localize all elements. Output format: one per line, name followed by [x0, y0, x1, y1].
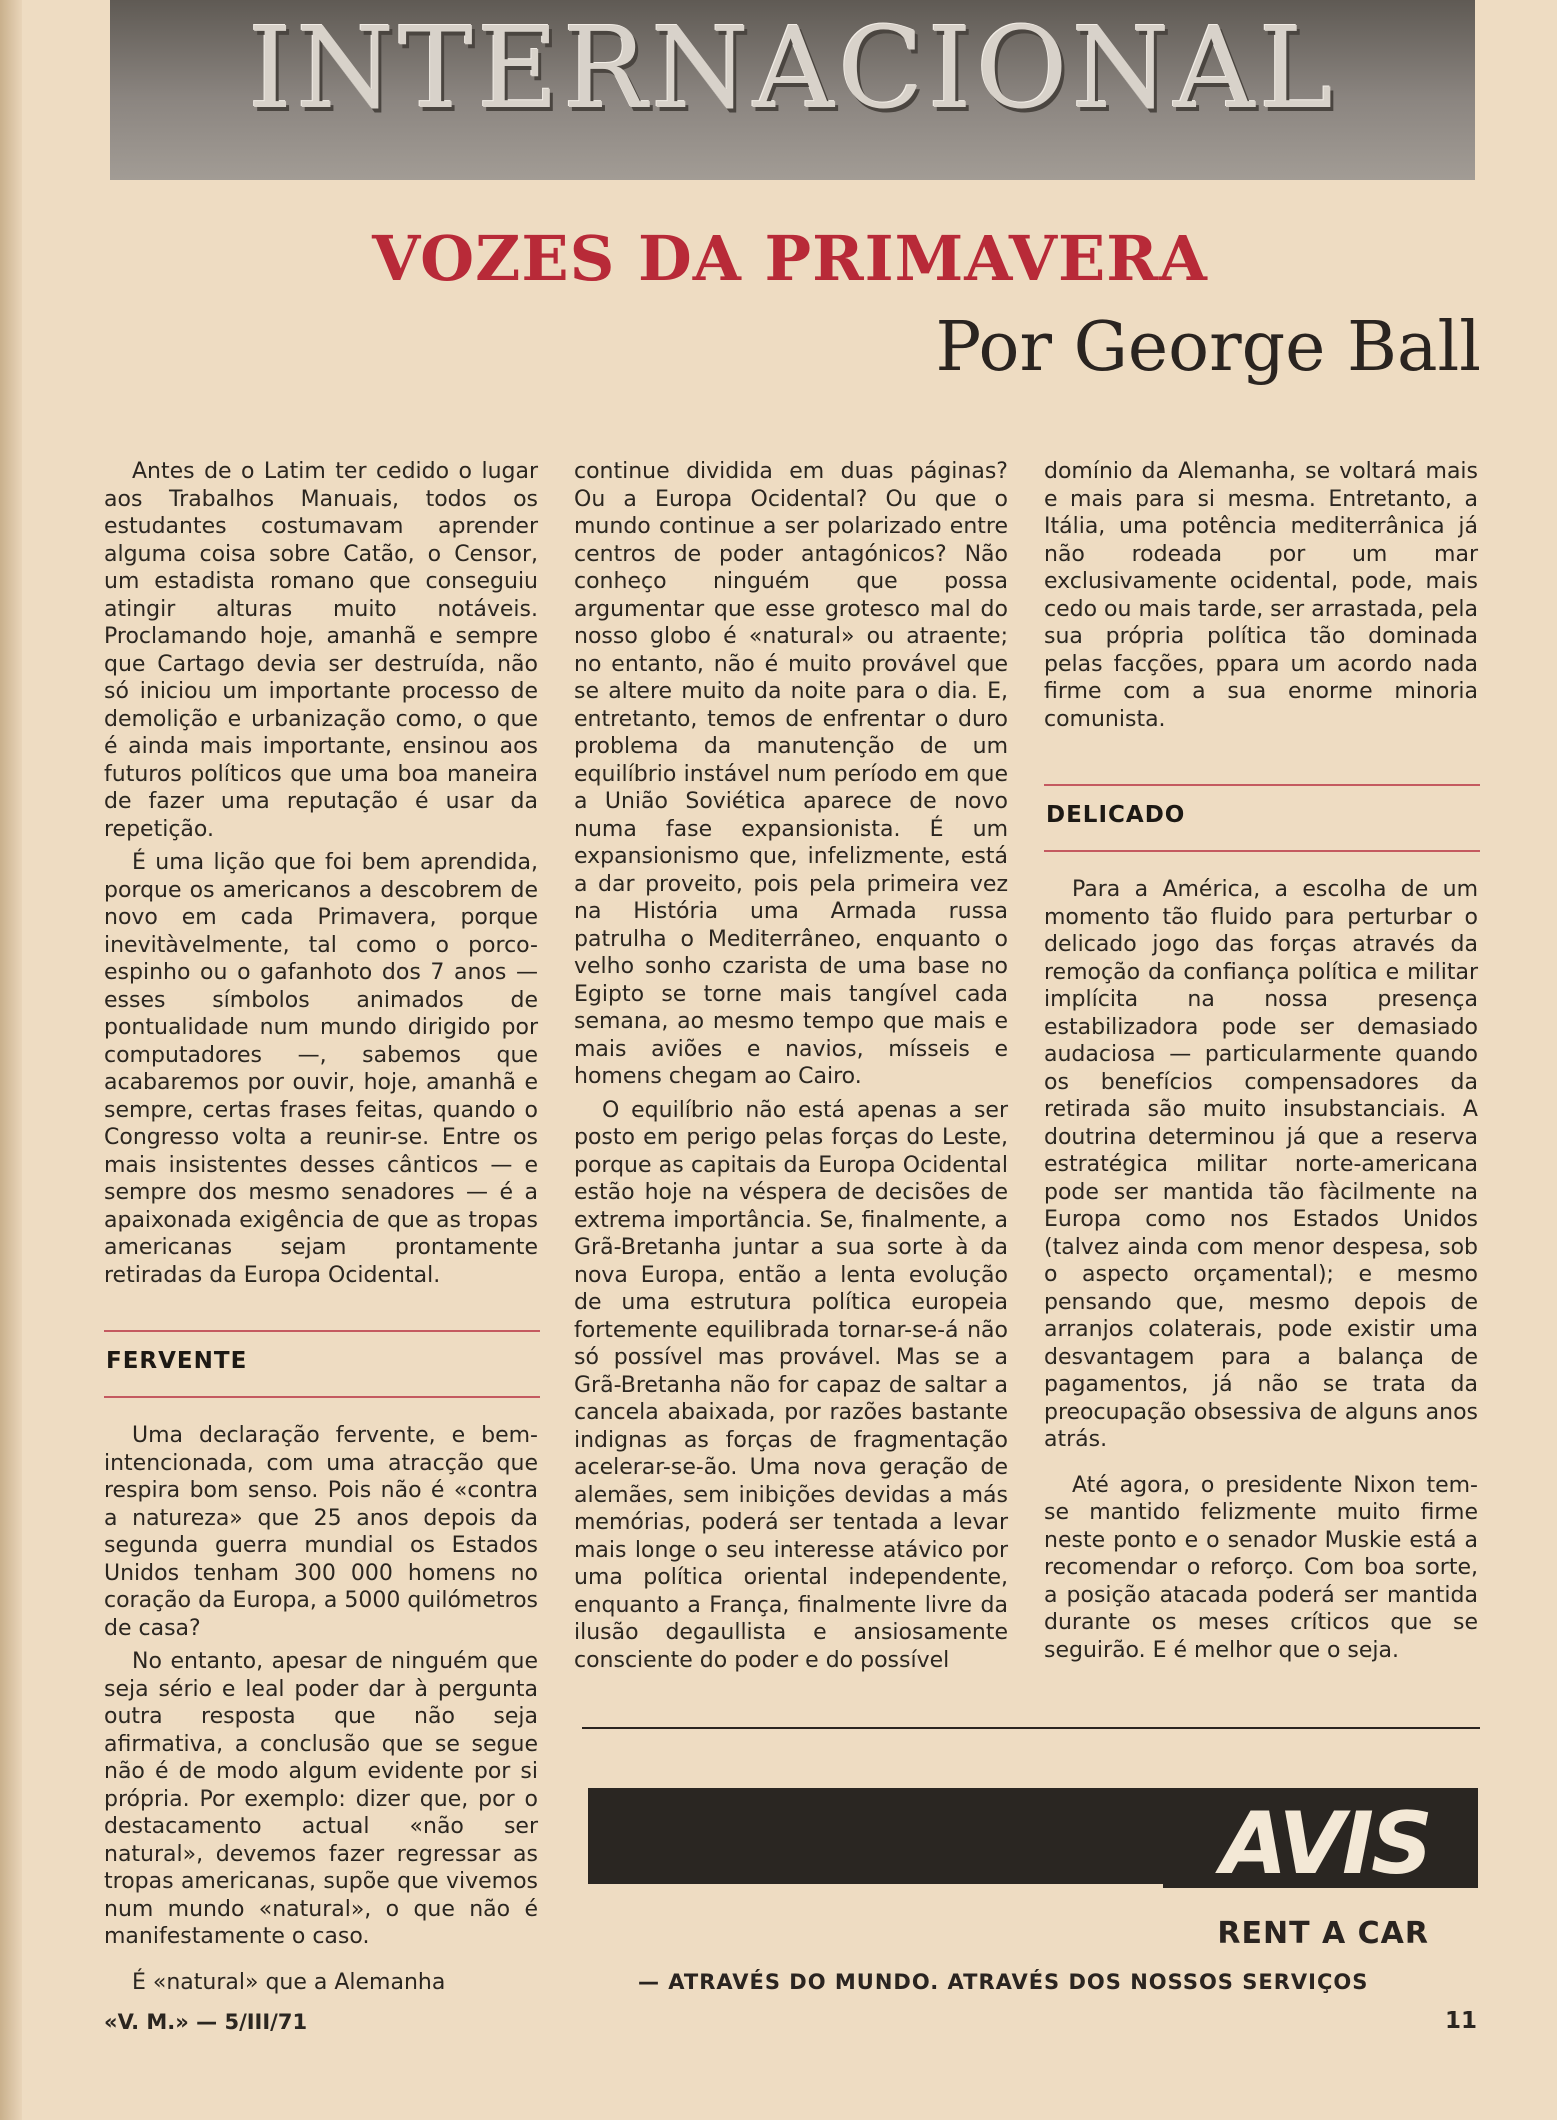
- column-2: [574, 458, 1008, 1680]
- avis-tagline: — ATRAVÉS DO MUNDO. ATRAVÉS DOS NOSSOS SERVIÇOS: [638, 1970, 1369, 1994]
- subhead-fervente: FERVENTE: [104, 1330, 540, 1398]
- paragraph: Para a América, a escolha de um momento tão fluido para perturbar o delicado jogo das forças através da remoção da confiança política e militar implícita na nossa presença estabilizadora pode ser demasiado audaciosa — particularmente quando os benefícios compensadores da retirada são muito insubstanciais. A doutrina determinou já que a reserva estratégica militar norte-americana pode ser mantida tão fàcilmente na Europa como nos Estados Unidos (talvez ainda com menor despesa, sob o aspecto orçamental); e mesmo pensando que, mesmo depois de arranjos colaterais, pode existir uma desvantagem para a balança de pagamentos, já não se trata da preocupação obsessiva de alguns anos atrás.: [1044, 877, 1478, 1452]
- page-edge-shadow: [0, 0, 22, 2120]
- avis-rent-a-car: RENT A CAR: [1217, 1916, 1429, 1951]
- section-banner: [110, 0, 1475, 180]
- avis-logo: AVIS: [1220, 1794, 1430, 1888]
- subhead-delicado: DELICADO: [1044, 784, 1480, 852]
- article-headline: VOZES DA PRIMAVERA: [372, 222, 1208, 295]
- column-1: [104, 458, 538, 1295]
- column-1-continued: [104, 1422, 538, 2002]
- advert-divider: [582, 1727, 1480, 1729]
- paragraph: domínio da Alemanha, se voltará mais e mais para si mesma. Entretanto, a Itália, uma potência mediterrânica já não rodeada por um mar exclusivamente ocidental, pode, mais cedo ou mais tarde, ser arrastada, pela sua própria política tão dominada pelas facções, ppara um acordo nada firme com a sua enorme minoria comunista.: [1044, 459, 1478, 732]
- issue-date: «V. M.» — 5/III/71: [104, 2010, 308, 2034]
- paragraph: Uma declaração fervente, e bem-intencionada, com uma atracção que respira bom senso. Pois não é «contra a natureza» que 25 anos depois da segunda guerra mundial os Estados Unidos tenham 300 000 homens no coração da Europa, a 5000 quilómetros de casa?: [104, 1423, 538, 1641]
- column-3: [1044, 458, 1478, 739]
- paragraph: No entanto, apesar de ninguém que seja sério e leal poder dar à pergunta outra resposta que não seja afirmativa, a conclusão que se segue não é de modo algum evidente por si própria. Por exemplo: dizer que, por o destacamento actual «não ser natural», devemos fazer regressar as tropas americanas, supõe que vivemos num mundo «natural», o que não é manifestamente o caso.: [104, 1649, 538, 1949]
- article-byline: Por George Ball: [935, 308, 1481, 387]
- avis-stripe: [588, 1884, 1163, 1888]
- paragraph: continue dividida em duas páginas? Ou a Europa Ocidental? Ou que o mundo continue a ser polarizado entre centros de poder antagónicos? Não conheço ninguém que possa argumentar que esse grotesco mal do nosso globo é «natural» ou atraente; no entanto, não é muito provável que se altere muito da noite para o dia. E, entretanto, temos de enfrentar o duro problema da manutenção de um equilíbrio instável num período em que a União Soviética aparece de novo numa fase expansionista. É um expansionismo que, infelizmente, está a dar proveito, pois pela primeira vez na História uma Armada russa patrulha o Mediterrâneo, enquanto o velho sonho czarista de uma base no Egipto se torne mais tangível cada semana, ao mesmo tempo que mais e mais aviões e navios, mísseis e homens chegam ao Cairo.: [574, 459, 1008, 1089]
- paragraph: O equilíbrio não está apenas a ser posto em perigo pelas forças do Leste, porque as capitais da Europa Ocidental estão hoje na véspera de decisões de extrema importância. Se, finalmente, a Grã-Bretanha juntar a sua sorte à da nova Europa, então a lenta evolução de uma estrutura política europeia fortemente equilibrada tornar-se-á não só possível mas provável. Mas se a Grã-Bretanha não for capaz de saltar a cancela abaixada, por razões bastante indignas as forças de fragmentação acelerar-se-ão. Uma nova geração de alemães, sem inibições devidas a más memórias, poderá ser tentada a levar mais longe o seu interesse atávico por uma política oriental independente, enquanto a França, finalmente livre da ilusão degaullista e ansiosamente consciente do poder e do possível: [574, 1097, 1008, 1673]
- section-title: INTERNACIONAL: [248, 4, 1337, 134]
- paragraph: Até agora, o presidente Nixon tem-se mantido felizmente muito firme neste ponto e o senador Muskie está a recomendar o reforço. Com boa sorte, a posição atacada poderá ser mantida durante os meses críticos que se seguirão. E é melhor que o seja.: [1044, 1472, 1478, 1663]
- paragraph: É «natural» que a Alemanha: [132, 1969, 446, 1995]
- page-number: 11: [1444, 2008, 1477, 2034]
- avis-advert-box: [588, 1788, 1478, 1888]
- paragraph: Antes de o Latim ter cedido o lugar aos Trabalhos Manuais, todos os estudantes costumavam aprender alguma coisa sobre Catão, o Censor, um estadista romano que conseguiu atingir alturas muito notáveis. Proclamando hoje, amanhã e sempre que Cartago devia ser destruída, não só iniciou um importante processo de demolição e urbanização como, o que é ainda mais importante, ensinou aos futuros políticos que uma boa maneira de fazer uma reputação é usar da repetição.: [104, 459, 538, 842]
- column-3-continued: [1044, 876, 1478, 1670]
- paragraph: É uma lição que foi bem aprendida, porque os americanos a descobrem de novo em cada Primavera, porque inevitàvelmente, tal como o porco-espinho ou o gafanhoto dos 7 anos — esses símbolos animados de pontualidade num mundo dirigido por computadores —, sabemos que acabaremos por ouvir, hoje, amanhã e sempre, certas frases feitas, quando o Congresso volta a reunir-se. Entre os mais insistentes desses cânticos — e sempre dos mesmo senadores — é a apaixonada exigência de que as tropas americanas sejam prontamente retiradas da Europa Ocidental.: [104, 850, 538, 1288]
